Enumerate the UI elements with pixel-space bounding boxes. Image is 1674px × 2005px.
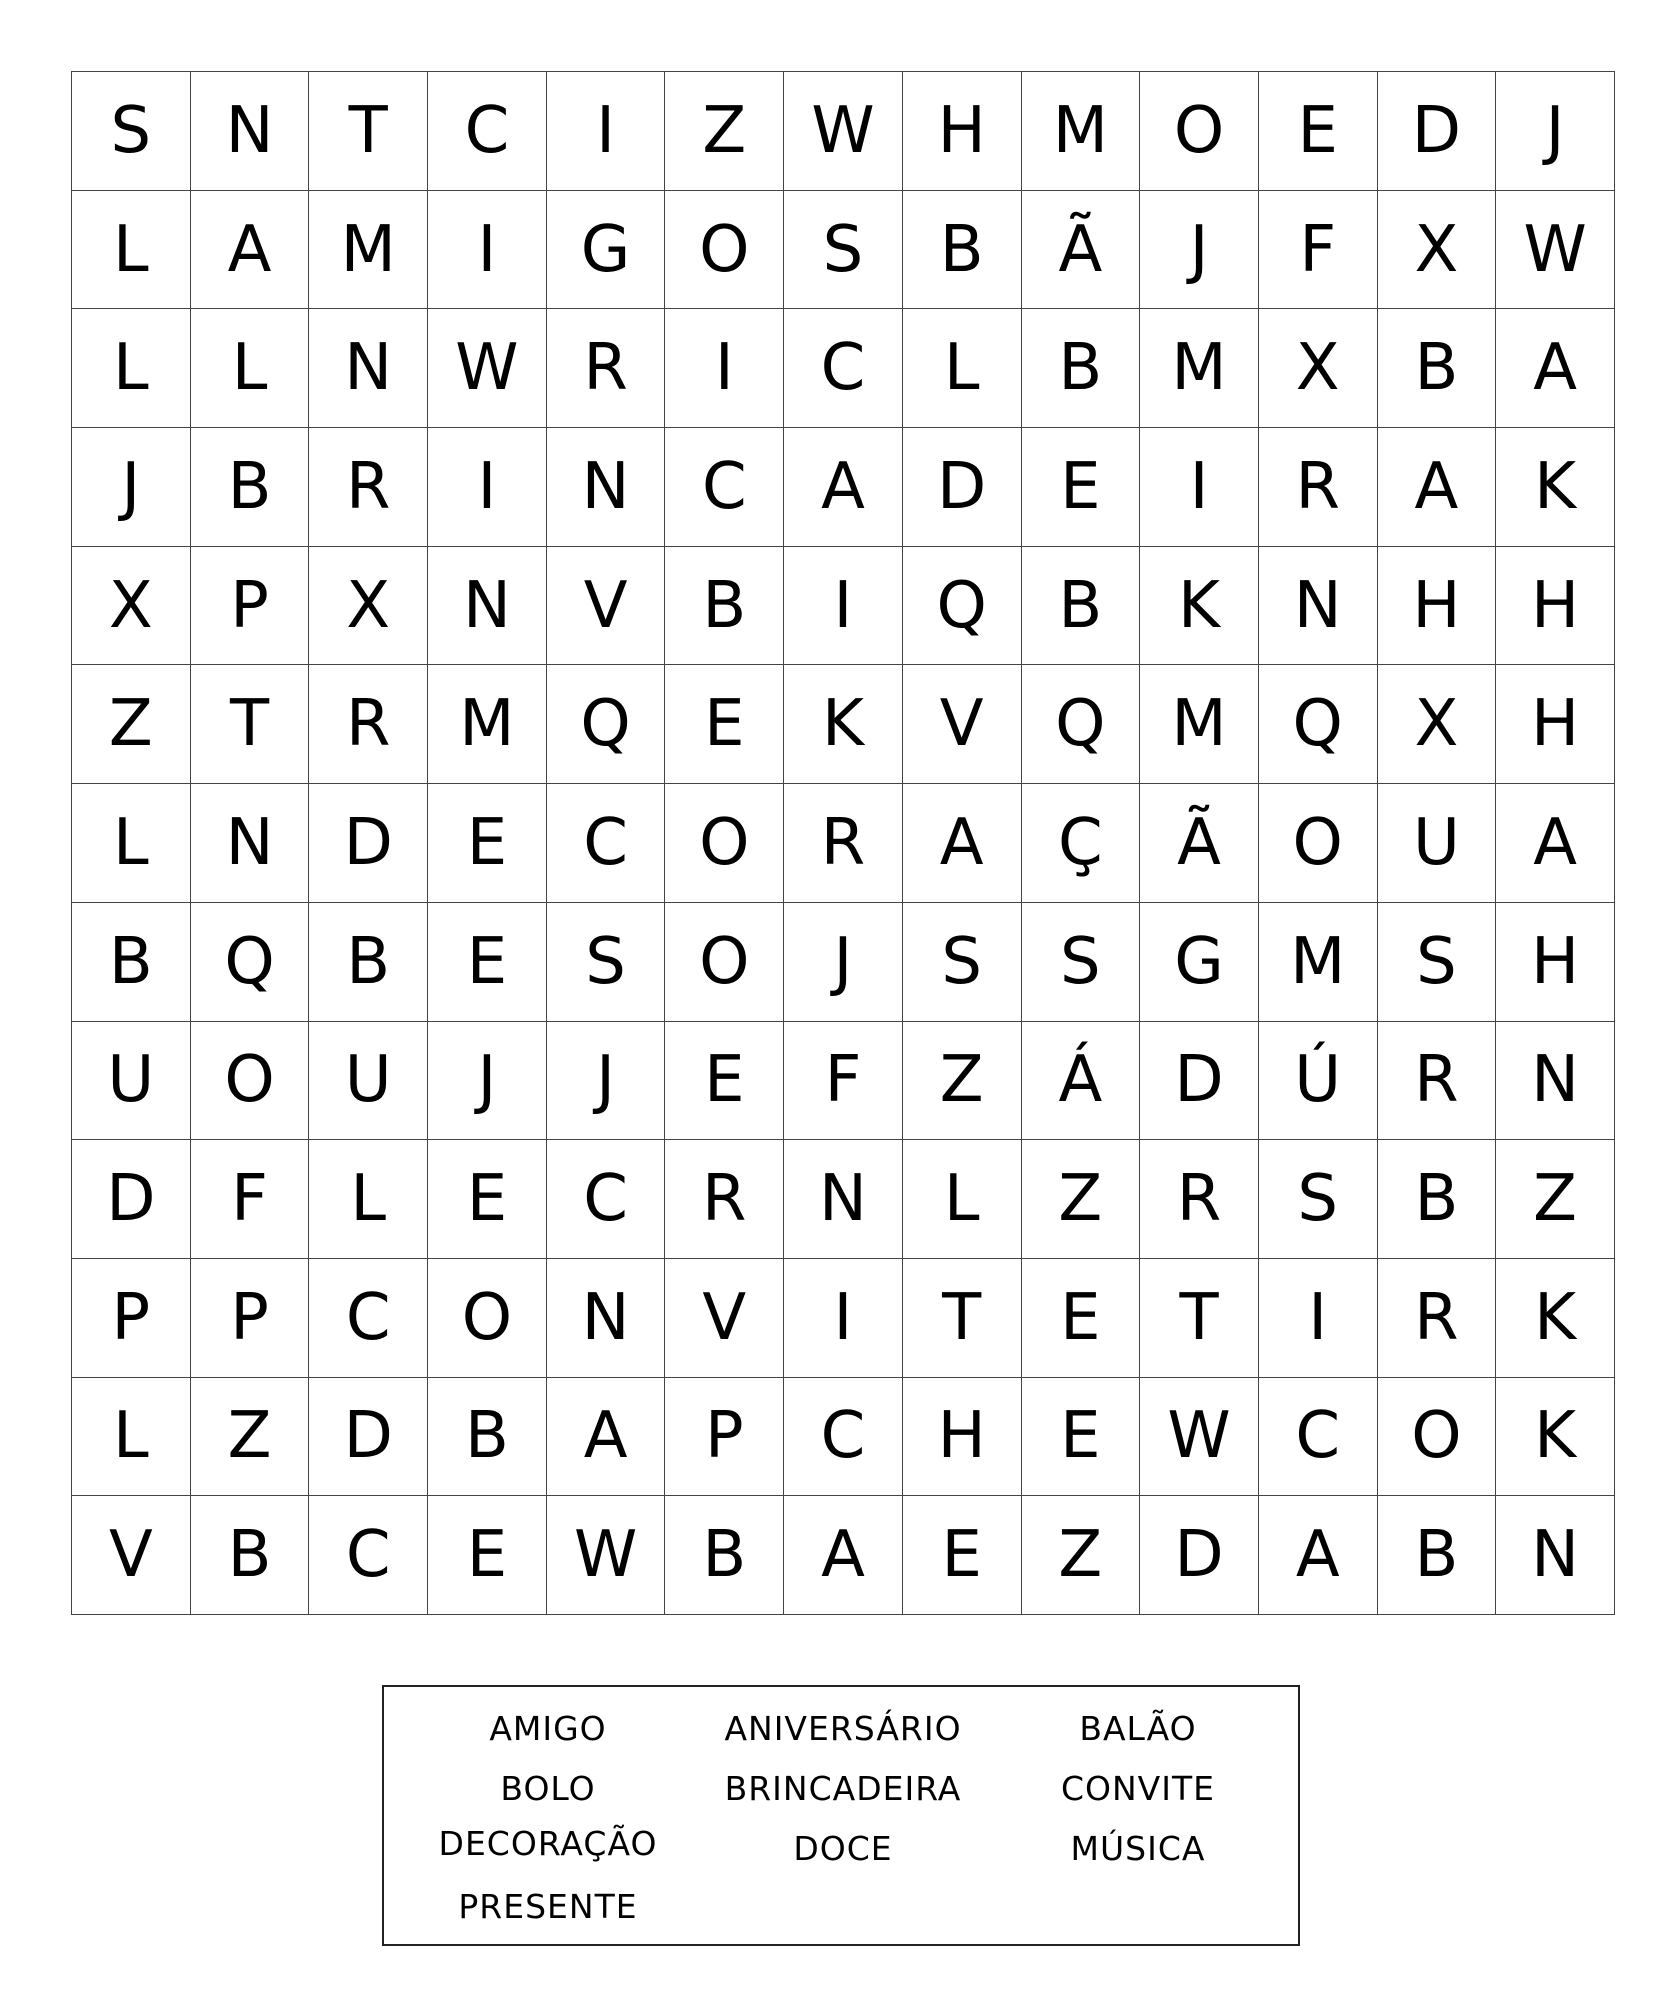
grid-cell[interactable]: H	[903, 1378, 1022, 1497]
grid-cell[interactable]: E	[903, 1496, 1022, 1615]
grid-cell[interactable]: W	[784, 72, 903, 191]
grid-cell[interactable]: R	[309, 428, 428, 547]
grid-cell[interactable]: O	[1259, 784, 1378, 903]
grid-cell[interactable]: B	[1022, 547, 1141, 666]
grid-cell[interactable]: M	[1140, 309, 1259, 428]
grid-cell[interactable]: A	[1259, 1496, 1378, 1615]
grid-cell[interactable]: M	[428, 665, 547, 784]
grid-cell[interactable]: U	[309, 1022, 428, 1141]
grid-cell[interactable]: W	[1140, 1378, 1259, 1497]
grid-cell[interactable]: J	[1496, 72, 1615, 191]
grid-cell[interactable]: O	[1140, 72, 1259, 191]
grid-cell[interactable]: D	[1140, 1496, 1259, 1615]
grid-cell[interactable]: N	[309, 309, 428, 428]
grid-cell[interactable]: H	[1496, 903, 1615, 1022]
grid-cell[interactable]: N	[191, 72, 310, 191]
grid-cell[interactable]: A	[903, 784, 1022, 903]
grid-cell[interactable]: R	[1259, 428, 1378, 547]
grid-cell[interactable]: E	[428, 1496, 547, 1615]
grid-cell[interactable]: A	[191, 191, 310, 310]
grid-cell[interactable]: C	[547, 784, 666, 903]
grid-cell[interactable]: Ã	[1140, 784, 1259, 903]
grid-cell[interactable]: V	[72, 1496, 191, 1615]
grid-cell[interactable]: Ã	[1022, 191, 1141, 310]
grid-cell[interactable]: H	[1496, 665, 1615, 784]
grid-cell[interactable]: B	[1378, 1496, 1497, 1615]
word-bolo: BOLO	[500, 1769, 596, 1808]
grid-cell[interactable]: G	[1140, 903, 1259, 1022]
grid-cell[interactable]: F	[1259, 191, 1378, 310]
grid-cell[interactable]: B	[1378, 309, 1497, 428]
grid-cell[interactable]: V	[547, 547, 666, 666]
word-musica: MÚSICA	[1070, 1829, 1206, 1868]
grid-cell[interactable]: A	[784, 428, 903, 547]
grid-cell[interactable]: B	[191, 428, 310, 547]
grid-cell[interactable]: J	[72, 428, 191, 547]
grid-cell[interactable]: O	[665, 903, 784, 1022]
grid-cell[interactable]: C	[547, 1140, 666, 1259]
grid-cell[interactable]: I	[784, 1259, 903, 1378]
grid-cell[interactable]: R	[309, 665, 428, 784]
grid-cell[interactable]: A	[1496, 309, 1615, 428]
grid-cell[interactable]: Q	[191, 903, 310, 1022]
grid-cell[interactable]: C	[784, 309, 903, 428]
grid-cell[interactable]: D	[903, 428, 1022, 547]
grid-cell[interactable]: C	[309, 1496, 428, 1615]
grid-cell[interactable]: F	[191, 1140, 310, 1259]
grid-cell[interactable]: Z	[191, 1378, 310, 1497]
grid-cell[interactable]: H	[903, 72, 1022, 191]
grid-cell[interactable]: V	[903, 665, 1022, 784]
grid-cell[interactable]: E	[1259, 72, 1378, 191]
grid-cell[interactable]: R	[784, 784, 903, 903]
grid-cell[interactable]: I	[428, 191, 547, 310]
grid-cell[interactable]: L	[903, 309, 1022, 428]
grid-cell[interactable]: P	[72, 1259, 191, 1378]
grid-cell[interactable]: P	[191, 1259, 310, 1378]
grid-cell[interactable]: I	[547, 72, 666, 191]
grid-cell[interactable]: Q	[1259, 665, 1378, 784]
grid-cell[interactable]: Z	[1022, 1496, 1141, 1615]
grid-cell[interactable]: K	[1140, 547, 1259, 666]
grid-cell[interactable]: P	[191, 547, 310, 666]
word-doce: DOCE	[793, 1829, 893, 1868]
grid-cell[interactable]: N	[1259, 547, 1378, 666]
word-list-box	[382, 1685, 1300, 1946]
grid-cell[interactable]: D	[1378, 72, 1497, 191]
grid-cell[interactable]: B	[665, 1496, 784, 1615]
grid-cell[interactable]: T	[1140, 1259, 1259, 1378]
grid-cell[interactable]: S	[1259, 1140, 1378, 1259]
grid-cell[interactable]: L	[72, 1378, 191, 1497]
grid-cell[interactable]: A	[547, 1378, 666, 1497]
grid-cell[interactable]: C	[1259, 1378, 1378, 1497]
grid-cell[interactable]: S	[1378, 903, 1497, 1022]
grid-cell[interactable]: M	[1140, 665, 1259, 784]
grid-cell[interactable]: D	[1140, 1022, 1259, 1141]
grid-cell[interactable]: O	[191, 1022, 310, 1141]
grid-cell[interactable]: L	[191, 309, 310, 428]
letter-grid	[71, 71, 1615, 1615]
grid-cell[interactable]: E	[428, 903, 547, 1022]
grid-cell[interactable]: W	[428, 309, 547, 428]
grid-cell[interactable]: K	[1496, 1259, 1615, 1378]
grid-cell[interactable]: L	[72, 309, 191, 428]
grid-cell[interactable]: N	[547, 1259, 666, 1378]
grid-cell[interactable]: O	[428, 1259, 547, 1378]
grid-cell[interactable]: B	[428, 1378, 547, 1497]
grid-cell[interactable]: P	[665, 1378, 784, 1497]
grid-cell[interactable]: S	[784, 191, 903, 310]
grid-cell[interactable]: B	[1022, 309, 1141, 428]
grid-cell[interactable]: W	[1496, 191, 1615, 310]
grid-cell[interactable]: C	[428, 72, 547, 191]
grid-cell[interactable]: B	[903, 191, 1022, 310]
grid-cell[interactable]: A	[784, 1496, 903, 1615]
grid-cell[interactable]: C	[309, 1259, 428, 1378]
grid-cell[interactable]: E	[428, 1140, 547, 1259]
grid-cell[interactable]: X	[1378, 665, 1497, 784]
grid-cell[interactable]: X	[1259, 309, 1378, 428]
grid-cell[interactable]: A	[1378, 428, 1497, 547]
grid-cell[interactable]: D	[309, 1378, 428, 1497]
grid-cell[interactable]: Z	[903, 1022, 1022, 1141]
grid-cell[interactable]: W	[547, 1496, 666, 1615]
grid-cell[interactable]: L	[72, 784, 191, 903]
grid-cell[interactable]: M	[309, 191, 428, 310]
grid-cell[interactable]: Ú	[1259, 1022, 1378, 1141]
grid-cell[interactable]: A	[1496, 784, 1615, 903]
grid-cell[interactable]: R	[1378, 1259, 1497, 1378]
grid-cell[interactable]: C	[784, 1378, 903, 1497]
grid-cell[interactable]: S	[1022, 903, 1141, 1022]
grid-cell[interactable]: X	[1378, 191, 1497, 310]
grid-cell[interactable]: S	[72, 72, 191, 191]
grid-cell[interactable]: Q	[903, 547, 1022, 666]
grid-cell[interactable]: J	[547, 1022, 666, 1141]
grid-cell[interactable]: R	[1378, 1022, 1497, 1141]
grid-cell[interactable]: B	[309, 903, 428, 1022]
grid-cell[interactable]: X	[72, 547, 191, 666]
grid-cell[interactable]: E	[665, 665, 784, 784]
grid-cell[interactable]: L	[309, 1140, 428, 1259]
grid-cell[interactable]: T	[191, 665, 310, 784]
grid-cell[interactable]: E	[1022, 1378, 1141, 1497]
grid-cell[interactable]: O	[665, 784, 784, 903]
grid-cell[interactable]: L	[903, 1140, 1022, 1259]
word-convite: CONVITE	[1060, 1769, 1216, 1808]
grid-cell[interactable]: K	[1496, 1378, 1615, 1497]
grid-cell[interactable]: Z	[1022, 1140, 1141, 1259]
grid-cell[interactable]: J	[784, 903, 903, 1022]
grid-cell[interactable]: Q	[547, 665, 666, 784]
grid-cell[interactable]: B	[1378, 1140, 1497, 1259]
grid-cell[interactable]: R	[1140, 1140, 1259, 1259]
grid-cell[interactable]: M	[1259, 903, 1378, 1022]
grid-cell[interactable]: U	[72, 1022, 191, 1141]
word-brincadeira: BRINCADEIRA	[724, 1769, 962, 1808]
word-aniversario: ANIVERSÁRIO	[724, 1709, 962, 1748]
grid-cell[interactable]: M	[1022, 72, 1141, 191]
grid-cell[interactable]: J	[1140, 191, 1259, 310]
grid-cell[interactable]: X	[309, 547, 428, 666]
grid-cell[interactable]: V	[665, 1259, 784, 1378]
grid-cell[interactable]: E	[1022, 1259, 1141, 1378]
grid-cell[interactable]: I	[784, 547, 903, 666]
grid-cell[interactable]: N	[547, 428, 666, 547]
grid-cell[interactable]: U	[1378, 784, 1497, 903]
grid-cell[interactable]: T	[903, 1259, 1022, 1378]
grid-cell[interactable]: D	[309, 784, 428, 903]
grid-cell[interactable]: J	[428, 1022, 547, 1141]
grid-cell[interactable]: T	[309, 72, 428, 191]
grid-cell[interactable]: D	[72, 1140, 191, 1259]
grid-cell[interactable]: O	[665, 191, 784, 310]
grid-cell[interactable]: N	[1496, 1496, 1615, 1615]
grid-cell[interactable]: R	[547, 309, 666, 428]
grid-cell[interactable]: Z	[72, 665, 191, 784]
grid-cell[interactable]: F	[784, 1022, 903, 1141]
grid-cell[interactable]: B	[665, 547, 784, 666]
grid-cell[interactable]: E	[665, 1022, 784, 1141]
grid-cell[interactable]: I	[1259, 1259, 1378, 1378]
grid-cell[interactable]: Z	[1496, 1140, 1615, 1259]
grid-cell[interactable]: I	[665, 309, 784, 428]
grid-cell[interactable]: B	[72, 903, 191, 1022]
grid-cell[interactable]: S	[547, 903, 666, 1022]
grid-cell[interactable]: R	[665, 1140, 784, 1259]
word-amigo: AMIGO	[489, 1709, 607, 1748]
grid-cell[interactable]: K	[1496, 428, 1615, 547]
word-decoracao: DECORAÇÃO	[438, 1824, 658, 1863]
grid-cell[interactable]: N	[191, 784, 310, 903]
word-balao: BALÃO	[1079, 1709, 1197, 1748]
grid-cell[interactable]: N	[428, 547, 547, 666]
grid-cell[interactable]: N	[784, 1140, 903, 1259]
grid-cell[interactable]: G	[547, 191, 666, 310]
grid-cell[interactable]: L	[72, 191, 191, 310]
grid-cell[interactable]: I	[428, 428, 547, 547]
grid-cell[interactable]: Q	[1022, 665, 1141, 784]
grid-cell[interactable]: Á	[1022, 1022, 1141, 1141]
grid-cell[interactable]: H	[1496, 547, 1615, 666]
grid-cell[interactable]: C	[665, 428, 784, 547]
grid-cell[interactable]: O	[1378, 1378, 1497, 1497]
grid-cell[interactable]: Ç	[1022, 784, 1141, 903]
grid-cell[interactable]: E	[428, 784, 547, 903]
grid-cell[interactable]: E	[1022, 428, 1141, 547]
grid-cell[interactable]: H	[1378, 547, 1497, 666]
grid-cell[interactable]: Z	[665, 72, 784, 191]
word-presente: PRESENTE	[458, 1887, 638, 1926]
grid-cell[interactable]: K	[784, 665, 903, 784]
grid-cell[interactable]: S	[903, 903, 1022, 1022]
grid-cell[interactable]: N	[1496, 1022, 1615, 1141]
grid-cell[interactable]: B	[191, 1496, 310, 1615]
grid-cell[interactable]: I	[1140, 428, 1259, 547]
